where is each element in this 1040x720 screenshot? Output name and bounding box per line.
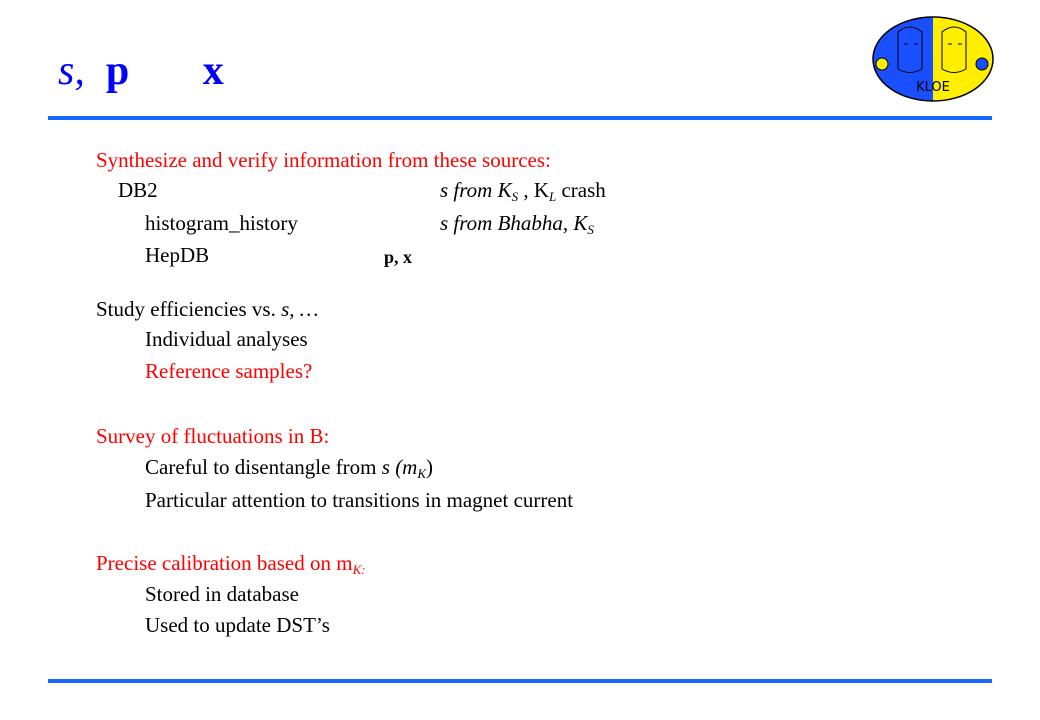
calibration-item: Used to update DST’s [145, 613, 330, 637]
source-detail: p, x [384, 247, 413, 267]
title-spacer [129, 48, 203, 94]
source-tail2: crash [556, 178, 606, 202]
logo-dot-left [876, 58, 888, 70]
source-name: histogram_history [145, 211, 298, 235]
calibration-item: Stored in database [145, 582, 299, 606]
source-detail2 [594, 211, 599, 235]
title-part-1: s, [58, 48, 106, 94]
source-sub: S [511, 189, 519, 204]
source-detail: s from Bhabha, K [440, 211, 588, 235]
efficiency-item: Reference samples? [145, 359, 313, 383]
source-sub2: L [549, 189, 557, 204]
source-row-histogram [145, 210, 298, 236]
source-detail-hepdb [384, 244, 412, 270]
fluct-end: ) [426, 455, 434, 479]
source-name: HepDB [145, 243, 210, 267]
efficiency-heading [96, 296, 318, 322]
calibration-heading [96, 550, 366, 583]
source-tail: , K [523, 178, 549, 202]
source-detail-db2 [440, 177, 606, 210]
slide-title [58, 40, 224, 106]
bottom-rule [48, 679, 992, 683]
source-row-db2 [118, 177, 158, 203]
top-rule [48, 116, 992, 120]
logo-text: KLOE [916, 80, 950, 95]
fluctuations-item: Particular attention to transitions in magnet current [145, 488, 574, 512]
source-detail: s from K [440, 178, 512, 202]
fluctuations-item [145, 454, 433, 487]
source-sub: S [587, 222, 594, 237]
title-part-2: p [105, 48, 130, 94]
kloe-logo [870, 14, 996, 104]
efficiency-heading-tail: s, … [281, 297, 319, 321]
fluct-tail: s (m [381, 455, 418, 479]
calibration-sub: K: [352, 562, 366, 577]
fluct-sub: K [417, 466, 427, 481]
logo-dot-right [976, 58, 988, 70]
calibration-heading-text: Precise calibration based on m [96, 551, 353, 575]
fluct-text: Careful to disentangle from [145, 455, 382, 479]
efficiency-item: Individual analyses [145, 327, 308, 351]
source-detail-histogram [440, 210, 599, 243]
efficiency-heading-text: Study efficiencies vs. [96, 297, 282, 321]
title-part-3: x [202, 48, 224, 94]
source-name: DB2 [118, 178, 158, 202]
fluctuations-heading: Survey of fluctuations in B: [96, 424, 330, 448]
source-row-hepdb [145, 242, 209, 268]
sources-heading: Synthesize and verify information from these sources: [96, 148, 551, 172]
